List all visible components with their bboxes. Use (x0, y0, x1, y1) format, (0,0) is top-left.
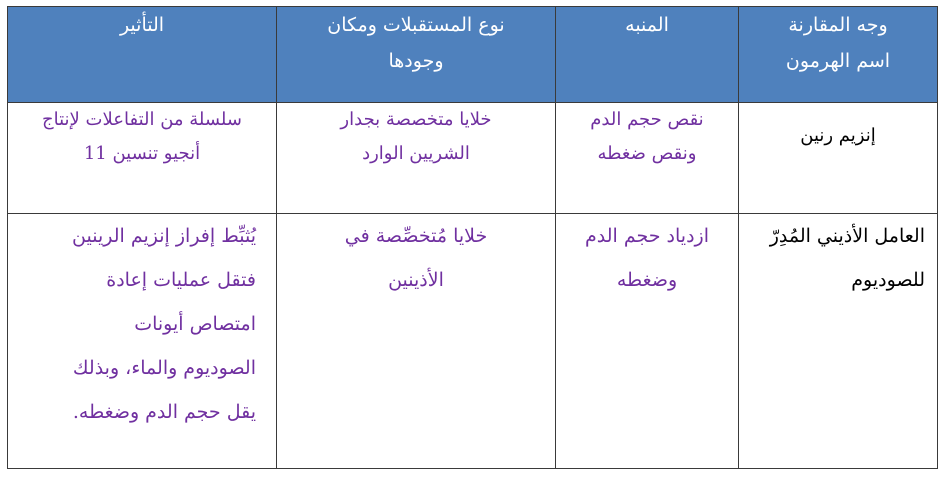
header-receptors-line2: وجودها (388, 50, 444, 72)
hormone-cell (739, 103, 938, 214)
stimulus-line: ونقص ضغطه (597, 143, 697, 164)
stimulus-line: ازدياد حجم الدم (585, 225, 709, 247)
hormone-name: العامل الأذيني المُدِرّ (769, 225, 925, 247)
receptors-line: الشريين الوارد (362, 143, 470, 164)
effect-line: الصوديوم والماء، وبذلك (72, 357, 256, 379)
header-compare (739, 7, 938, 103)
header-effect-label: التأثير (119, 14, 165, 36)
effect-line: سلسلة من التفاعلات لإنتاج (42, 109, 242, 130)
header-stimulus-label: المنبه (625, 14, 669, 36)
stimulus-cell (556, 103, 739, 214)
receptors-line: خلايا متخصصة بجدار (340, 109, 492, 130)
effect-line: امتصاص أيونات (134, 313, 256, 335)
receptors-cell (277, 214, 556, 469)
effect-cell (8, 103, 277, 214)
comparison-table (7, 6, 938, 469)
stimulus-line: نقص حجم الدم (590, 109, 704, 130)
effect-line: يُثبِّط إفراز إنزيم الرينين (72, 225, 256, 247)
table-row (8, 103, 938, 214)
receptors-cell (277, 103, 556, 214)
hormone-cell (739, 214, 938, 469)
header-stimulus (556, 7, 739, 103)
effect-line: فتقل عمليات إعادة (106, 269, 256, 291)
header-receptors (277, 7, 556, 103)
hormone-name: إنزيم رنين (800, 125, 876, 146)
table-row (8, 214, 938, 469)
hormone-name: للصوديوم (851, 269, 925, 291)
table-header-row (8, 7, 938, 103)
stimulus-line: وضغطه (616, 269, 678, 291)
header-compare-line1: وجه المقارنة (788, 14, 888, 36)
header-receptors-line1: نوع المستقبلات ومكان (327, 14, 505, 36)
stimulus-cell (556, 214, 739, 469)
header-effect (8, 7, 277, 103)
receptors-line: الأذينين (388, 269, 444, 291)
receptors-line: خلايا مُتخصِّصة في (344, 225, 488, 247)
header-compare-line2: اسم الهرمون (785, 50, 891, 72)
effect-cell (8, 214, 277, 469)
effect-line: يقل حجم الدم وضغطه. (72, 401, 256, 423)
effect-line: أنجيو تنسين 11 (83, 143, 201, 164)
